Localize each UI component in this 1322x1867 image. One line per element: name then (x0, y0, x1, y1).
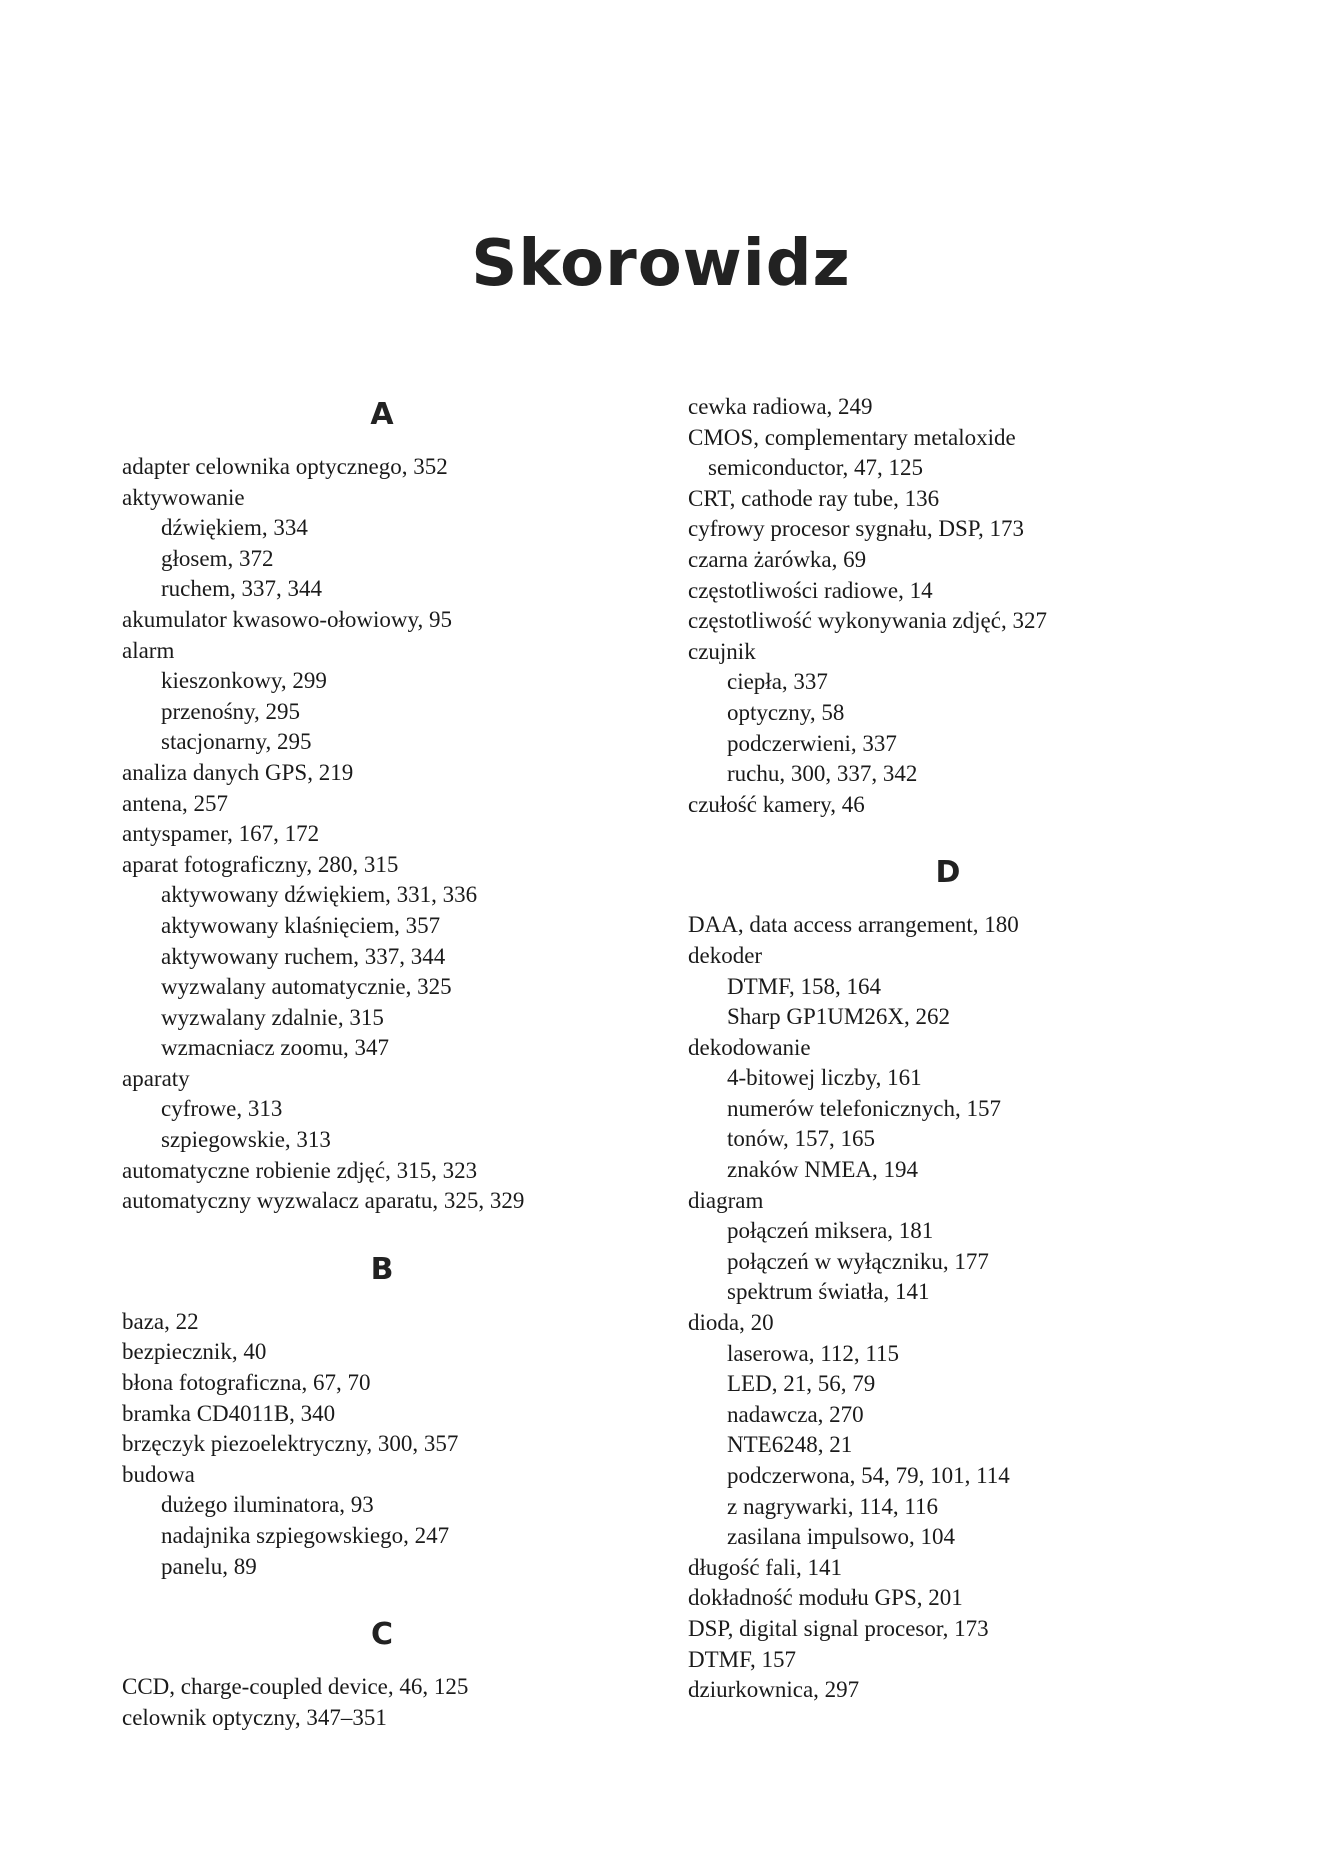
index-entry (688, 941, 1208, 972)
entry-text: podczerwieni, 337 (727, 730, 897, 756)
entry-text: aktywowany klaśnięciem, 357 (161, 912, 441, 938)
entry-text: czujnik (688, 638, 756, 664)
index-entry (122, 1307, 642, 1338)
index-entry (122, 850, 642, 881)
index-section (122, 397, 642, 1217)
entry-text: bramka CD4011B, 340 (122, 1400, 336, 1426)
entry-text: głosem, 372 (161, 545, 274, 571)
entry-text: automatyczne robienie zdjęć, 315, 323 (122, 1157, 478, 1183)
entry-text: dźwiękiem, 334 (161, 515, 308, 541)
entry-text: aparat fotograficzny, 280, 315 (122, 851, 399, 877)
index-subentry (688, 1155, 1208, 1186)
index-entry (122, 452, 642, 483)
index-entry (122, 758, 642, 789)
index-subentry (688, 667, 1208, 698)
entry-text: dekodowanie (688, 1034, 811, 1060)
index-subentry (688, 1461, 1208, 1492)
entry-text: analiza danych GPS, 219 (122, 759, 354, 785)
index-subentry (688, 1094, 1208, 1125)
index-entry (122, 1186, 642, 1217)
index-subentry (688, 1400, 1208, 1431)
entry-text: podczerwona, 54, 79, 101, 114 (727, 1463, 1010, 1488)
entry-text: nadajnika szpiegowskiego, 247 (161, 1523, 450, 1548)
index-section (122, 1251, 642, 1582)
index-subentry (688, 1430, 1208, 1461)
index-entry (688, 1614, 1208, 1645)
entry-text: wzmacniacz zoomu, 347 (161, 1035, 389, 1061)
entry-text: adapter celownika optycznego, 352 (122, 454, 448, 479)
index-entry (688, 1675, 1208, 1706)
index-entry (122, 789, 642, 820)
entry-text: ruchem, 337, 344 (161, 576, 322, 602)
index-subentry (688, 1277, 1208, 1308)
index-entry (688, 576, 1208, 607)
index-entry (122, 1703, 642, 1734)
index-entry (688, 545, 1208, 576)
index-entry (122, 1156, 642, 1187)
index-entry (688, 392, 1208, 423)
index-subentry (122, 972, 642, 1003)
index-subentry (688, 1247, 1208, 1278)
entry-text: diagram (688, 1187, 764, 1213)
index-entry (688, 1553, 1208, 1584)
entry-text: CCD, charge-coupled device, 46, 125 (122, 1674, 469, 1700)
index-entry (122, 1064, 642, 1095)
index-subentry (688, 698, 1208, 729)
index-entry (688, 1033, 1208, 1064)
entry-text: znaków NMEA, 194 (727, 1157, 918, 1183)
index-entry (688, 1583, 1208, 1614)
index-entry (122, 1399, 642, 1430)
index-subentry (122, 697, 642, 728)
entry-text: wyzwalany automatycznie, 325 (161, 974, 452, 1000)
entry-text: spektrum światła, 141 (727, 1279, 930, 1305)
entry-text: z nagrywarki, 114, 116 (727, 1493, 938, 1519)
entry-text: zasilana impulsowo, 104 (727, 1524, 956, 1550)
entry-text: ruchu, 300, 337, 342 (727, 761, 918, 787)
entry-text: szpiegowskie, 313 (161, 1127, 331, 1153)
index-subentry (122, 911, 642, 942)
index-entry (122, 1460, 642, 1491)
entry-text: CMOS, complementary metaloxide (688, 424, 1016, 450)
entry-text: DTMF, 157 (688, 1646, 797, 1672)
index-entry (688, 423, 1208, 484)
entry-text: automatyczny wyzwalacz aparatu, 325, 329 (122, 1188, 525, 1214)
index-entry (122, 1672, 642, 1703)
entry-text: połączeń miksera, 181 (727, 1218, 934, 1244)
entry-text: budowa (122, 1461, 195, 1487)
entry-text: LED, 21, 56, 79 (727, 1371, 876, 1397)
index-subentry (122, 942, 642, 973)
index-subentry (122, 574, 642, 605)
index-entry (688, 1645, 1208, 1676)
index-entry (688, 910, 1208, 941)
index-subentry (122, 1552, 642, 1583)
entry-text: akumulator kwasowo-ołowiowy, 95 (122, 606, 453, 632)
entry-text: przenośny, 295 (161, 698, 301, 724)
index-section (122, 1617, 642, 1733)
index-entry (688, 1186, 1208, 1217)
index-section (688, 855, 1208, 1705)
index-subentry (122, 880, 642, 911)
entry-text: aktywowany ruchem, 337, 344 (161, 943, 446, 969)
index-subentry (122, 544, 642, 575)
entry-text: cewka radiowa, 249 (688, 394, 873, 419)
entry-text: laserowa, 112, 115 (727, 1340, 900, 1366)
index-subentry (688, 972, 1208, 1003)
page-title: Skorowidz (471, 227, 851, 301)
index-subentry (122, 1125, 642, 1156)
entry-text: dekoder (688, 942, 763, 968)
index-entry (688, 514, 1208, 545)
index-subentry (122, 1003, 642, 1034)
entry-text: cyfrowy procesor sygnału, DSP, 173 (688, 516, 1025, 542)
entry-text: aktywowany dźwiękiem, 331, 336 (161, 882, 478, 908)
index-entry (122, 636, 642, 667)
entry-text: baza, 22 (122, 1308, 199, 1334)
index-entry (122, 605, 642, 636)
index-subentry (688, 1339, 1208, 1370)
index-column-left (122, 397, 642, 1771)
entry-text: NTE6248, 21 (727, 1432, 853, 1458)
index-entry (122, 483, 642, 514)
index-subentry (122, 513, 642, 544)
entry-text: tonów, 157, 165 (727, 1126, 876, 1152)
index-entry (688, 790, 1208, 821)
entry-text: alarm (122, 637, 175, 663)
entry-text: dużego iluminatora, 93 (161, 1492, 374, 1518)
index-subentry (688, 1369, 1208, 1400)
index-entry (688, 1308, 1208, 1339)
entry-continuation: semiconductor, 47, 125 (708, 455, 923, 481)
index-subentry (688, 759, 1208, 790)
entry-text: aktywowanie (122, 484, 245, 510)
index-entry (122, 1429, 642, 1460)
entry-text: ciepła, 337 (727, 669, 828, 695)
letter-heading: C (370, 1617, 394, 1653)
entry-text: nadawcza, 270 (727, 1401, 864, 1427)
entry-text: czułość kamery, 46 (688, 791, 865, 817)
index-subentry (688, 1492, 1208, 1523)
index-subentry (122, 1033, 642, 1064)
letter-heading: D (935, 855, 961, 891)
entry-text: DSP, digital signal procesor, 173 (688, 1615, 989, 1641)
entry-text: numerów telefonicznych, 157 (727, 1095, 1001, 1121)
index-entry (688, 637, 1208, 668)
index-subentry (122, 666, 642, 697)
entry-text: stacjonarny, 295 (161, 729, 312, 755)
index-subentry (122, 1490, 642, 1521)
entry-text: optyczny, 58 (727, 699, 845, 725)
index-column-right (688, 392, 1208, 1744)
entry-text: dokładność modułu GPS, 201 (688, 1585, 963, 1611)
entry-text: połączeń w wyłączniku, 177 (727, 1248, 989, 1274)
index-entry (122, 1368, 642, 1399)
entry-text: bezpiecznik, 40 (122, 1339, 267, 1365)
entry-text: antena, 257 (122, 790, 229, 816)
entry-text: celownik optyczny, 347–351 (122, 1704, 387, 1730)
entry-text: częstotliwość wykonywania zdjęć, 327 (688, 608, 1047, 634)
entry-text: długość fali, 141 (688, 1554, 842, 1580)
index-subentry (688, 1216, 1208, 1247)
index-subentry (688, 1124, 1208, 1155)
entry-text: wyzwalany zdalnie, 315 (161, 1004, 384, 1030)
entry-text: dioda, 20 (688, 1310, 774, 1336)
entry-text: kieszonkowy, 299 (161, 668, 327, 694)
index-subentry (122, 727, 642, 758)
index-subentry (688, 1522, 1208, 1553)
entry-text: aparaty (122, 1065, 190, 1091)
entry-text: panelu, 89 (161, 1553, 257, 1579)
index-subentry (688, 1063, 1208, 1094)
index-subentry (688, 729, 1208, 760)
entry-text: CRT, cathode ray tube, 136 (688, 485, 940, 511)
index-subentry (122, 1094, 642, 1125)
entry-text: antyspamer, 167, 172 (122, 821, 320, 847)
index-entry (688, 484, 1208, 515)
letter-heading: A (370, 397, 394, 432)
entry-text: 4-bitowej liczby, 161 (727, 1065, 922, 1091)
entry-text: Sharp GP1UM26X, 262 (727, 1004, 950, 1030)
entry-text: czarna żarówka, 69 (688, 546, 867, 572)
entry-text: błona fotograficzna, 67, 70 (122, 1370, 371, 1396)
entry-text: cyfrowe, 313 (161, 1096, 283, 1122)
entry-text: częstotliwości radiowe, 14 (688, 577, 933, 603)
index-entry (122, 1337, 642, 1368)
letter-heading: B (370, 1251, 394, 1287)
index-subentry (688, 1002, 1208, 1033)
index-entry (688, 606, 1208, 637)
index-section (688, 392, 1208, 820)
entry-text: dziurkownica, 297 (688, 1677, 860, 1703)
entry-text: DTMF, 158, 164 (727, 973, 882, 999)
index-subentry (122, 1521, 642, 1552)
entry-text: brzęczyk piezoelektryczny, 300, 357 (122, 1431, 459, 1457)
index-entry (122, 819, 642, 850)
entry-text: DAA, data access arrangement, 180 (688, 912, 1019, 938)
